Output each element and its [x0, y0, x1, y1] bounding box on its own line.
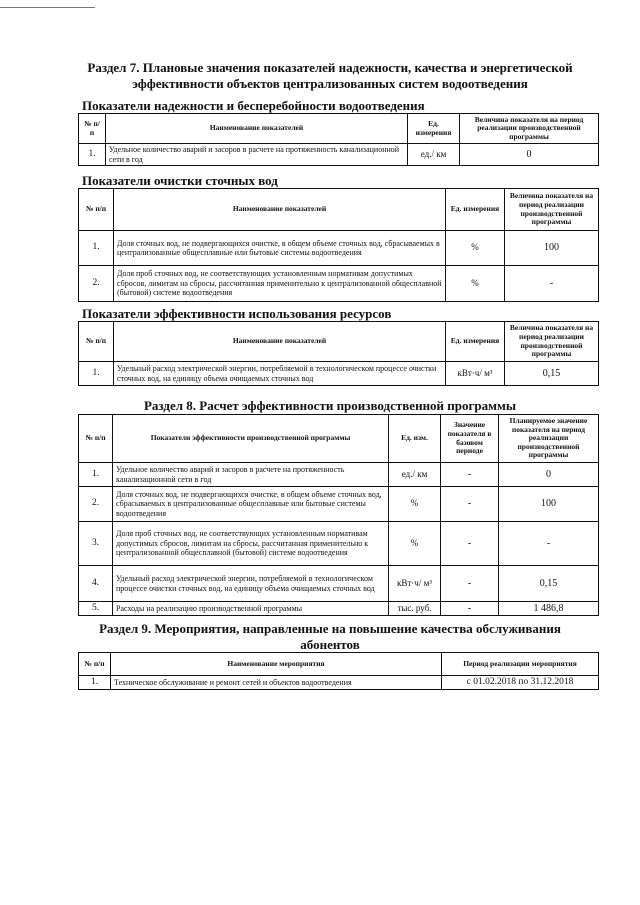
row-plan-value: -	[499, 522, 599, 566]
row-value: 0	[460, 144, 599, 166]
table-header-row	[79, 653, 599, 676]
col-number-header: № п/п	[79, 322, 114, 362]
row-name: Доля сточных вод, не подвергающихся очистке, в общем объеме сточных вод, сбрасываемых в централизованные общесплавные или бытовые системы водоотведения	[114, 231, 446, 266]
col-number-header: № п/п	[79, 189, 114, 231]
table2-subtitle: Показатели очистки сточных вод	[82, 173, 278, 188]
scan-edge-line	[0, 7, 95, 8]
row-number: 1.	[79, 144, 106, 166]
row-plan-value: 0,15	[499, 566, 599, 602]
row-number: 1.	[79, 362, 114, 386]
row-unit: кВт·ч/ м³	[446, 362, 505, 386]
row-number: 1.	[79, 463, 113, 487]
section7-title-line1: Раздел 7. Плановые значения показателей надежности, качества и энергетической	[87, 60, 573, 75]
col-unit-header: Ед. изм.	[389, 415, 441, 463]
row-base-value: -	[441, 463, 499, 487]
table-row	[79, 566, 599, 602]
col-value-header: Величина показателя на период реализации производственной программы	[460, 114, 599, 144]
table-header-row	[79, 189, 599, 231]
row-name: Доля сточных вод, не подвергающихся очистке, в общем объеме сточных вод, сбрасываемых в централизованные общесплавные или бытовые системы водоотведения	[113, 487, 389, 522]
row-number: 4.	[79, 566, 113, 602]
row-value: 0,15	[505, 362, 599, 386]
resource-efficiency-table	[78, 321, 599, 386]
section9-title	[60, 621, 600, 653]
activities-table	[78, 652, 599, 690]
row-name: Техническое обслуживание и ремонт сетей и объектов водоотведения	[111, 676, 442, 690]
col-number-header: № п/п	[79, 653, 111, 676]
row-number: 1.	[79, 676, 111, 690]
table-row	[79, 602, 599, 616]
row-number: 3.	[79, 522, 113, 566]
row-name: Доля проб сточных вод, не соответствующих установленным нормативам допустимых сбросов, лимитам на сбросы, рассчитанная применительно к централизованной общесплавной (бытовой) системе водоотведения	[113, 522, 389, 566]
row-unit: %	[389, 522, 441, 566]
row-unit: ед./ км	[389, 463, 441, 487]
section9-title-line1: Раздел 9. Мероприятия, направленные на повышение качества обслуживания	[99, 621, 561, 636]
col-value-header: Величина показателя на период реализации производственной программы	[505, 322, 599, 362]
col-number-header: № п/п	[79, 114, 106, 144]
section7-title	[60, 60, 600, 92]
row-name: Удельное количество аварий и засоров в расчете на протяженность канализационной сети в год	[106, 144, 408, 166]
table-header-row	[79, 415, 599, 463]
section9-title-line2: абонентов	[300, 637, 360, 652]
col-plan-header: Планируемое значение показателя на период реализации производственной программы	[499, 415, 599, 463]
col-value-header: Величина показателя на период реализации производственной программы	[505, 189, 599, 231]
table-row	[79, 144, 599, 166]
row-value: 100	[505, 231, 599, 266]
row-unit: кВт·ч/ м³	[389, 566, 441, 602]
row-plan-value: 0	[499, 463, 599, 487]
table-row	[79, 231, 599, 266]
col-name-header: Показатели эффективности производственной программы	[113, 415, 389, 463]
table1-subtitle: Показатели надежности и бесперебойности водоотведения	[82, 98, 425, 113]
table-header-row	[79, 322, 599, 362]
row-name: Доля проб сточных вод, не соответствующих установленным нормативам допустимых сбросов, лимитам на сбросы, рассчитанная применительно к централизованной общесплавной (бытовой) системе водоотведения	[114, 266, 446, 302]
row-base-value: -	[441, 566, 499, 602]
row-plan-value: 1 486,8	[499, 602, 599, 616]
table-row	[79, 362, 599, 386]
table-row	[79, 487, 599, 522]
row-number: 1.	[79, 231, 114, 266]
table-row	[79, 676, 599, 690]
row-name: Удельный расход электрической энергии, потребляемой в технологическом процессе очистки сточных вод, на единицу объема очищаемых сточных вод	[113, 566, 389, 602]
wastewater-treatment-table	[78, 188, 599, 302]
row-unit: %	[446, 231, 505, 266]
col-name-header: Наименование показателей	[114, 322, 446, 362]
table-header-row	[79, 114, 599, 144]
col-period-header: Период реализации мероприятия	[442, 653, 599, 676]
reliability-table	[78, 113, 599, 166]
row-unit: %	[446, 266, 505, 302]
row-name: Расходы на реализацию производственной программы	[113, 602, 389, 616]
row-unit: %	[389, 487, 441, 522]
row-unit: тыс. руб.	[389, 602, 441, 616]
program-efficiency-table	[78, 414, 599, 616]
row-name: Удельный расход электрической энергии, потребляемой в технологическом процессе очистки сточных вод, на единицу объема очищаемых сточных вод	[114, 362, 446, 386]
row-base-value: -	[441, 602, 499, 616]
row-name: Удельное количество аварий и засоров в расчете на протяженность канализационной сети в год	[113, 463, 389, 487]
col-name-header: Наименование мероприятия	[111, 653, 442, 676]
section7-title-line2: эффективности объектов централизованных систем водоотведения	[132, 76, 528, 91]
row-plan-value: 100	[499, 487, 599, 522]
col-name-header: Наименование показателей	[114, 189, 446, 231]
table-row	[79, 463, 599, 487]
row-number: 2.	[79, 487, 113, 522]
row-number: 5.	[79, 602, 113, 616]
row-base-value: -	[441, 522, 499, 566]
table3-subtitle: Показатели эффективности использования ресурсов	[82, 306, 392, 321]
row-period: с 01.02.2018 по 31.12.2018	[442, 676, 599, 690]
table-row	[79, 522, 599, 566]
row-unit: ед./ км	[408, 144, 460, 166]
section8-title: Раздел 8. Расчет эффективности производственной программы	[143, 398, 517, 413]
col-unit-header: Ед. измерения	[408, 114, 460, 144]
col-unit-header: Ед. измерения	[446, 322, 505, 362]
col-unit-header: Ед. измерения	[446, 189, 505, 231]
col-number-header: № п/п	[79, 415, 113, 463]
col-base-header: Значение показателя в базовом периоде	[441, 415, 499, 463]
row-base-value: -	[441, 487, 499, 522]
table-row	[79, 266, 599, 302]
row-value: -	[505, 266, 599, 302]
col-name-header: Наименование показателей	[106, 114, 408, 144]
row-number: 2.	[79, 266, 114, 302]
